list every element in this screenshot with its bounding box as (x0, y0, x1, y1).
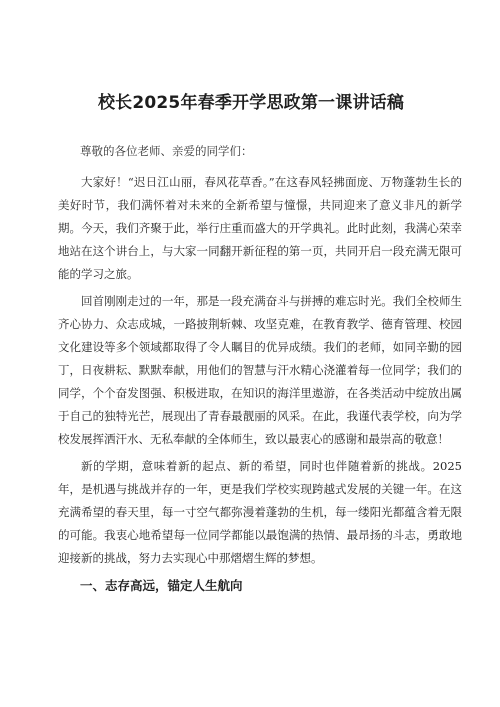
section-heading: 一、志存高远，锚定人生航向 (80, 578, 243, 593)
paragraph-new-semester: 新的学期，意味着新的起点、新的希望，同时也伴随着新的挑战。2025年，是机遇与挑战并存的一年，更是我们学校实现跨越式发展的关键一年。在这充满希望的春天里，每一寸空气都弥漫着蓬勃的生机，每一缕阳光都蕴含着无限的可能。我衷心地希望每一位同学都能以最饱满的热情、最昂扬的斗志，勇敢地迎接新的挑战，努力去实现心中那熠熠生辉的梦想。 (58, 459, 462, 565)
paragraph-greeting: 大家好！“迟日江山丽，春风花草香。”在这春风轻拂面庞、万物蓬勃生长的美好时节，我们满怀着对未来的全新希望与憧憬，共同迎来了意义非凡的新学期。今天，我们齐聚于此，举行庄重而盛大的开学典礼。此时此刻，我满心荣幸地站在这个讲台上，与大家一同翻开新征程的第一页，共同开启一段充满无限可能的学习之旅。 (58, 175, 462, 281)
salutation: 尊敬的各位老师、亲爱的同学们： (80, 144, 253, 158)
paragraph-review: 回首刚刚走过的一年，那是一段充满奋斗与拼搏的难忘时光。我们全校师生齐心协力、众志成城，一路披荆斩棘、攻坚克难，在教育教学、德育管理、校园文化建设等多个领域都取得了令人瞩目的优异成绩。我们的老师，如同辛勤的园丁，日夜耕耘、默默奉献，用他们的智慧与汗水精心浇灌着每一位同学；我们的同学，个个奋发图强、积极进取，在知识的海洋里遨游，在各类活动中绽放出属于自己的独特光芒，展现出了青春最靓丽的风采。在此，我谨代表学校，向为学校发展挥洒汗水、无私奉献的全体师生，致以最衷心的感谢和最崇高的敬意！ (58, 294, 462, 446)
document-title: 校长2025年春季开学思政第一课讲话稿 (97, 93, 405, 113)
